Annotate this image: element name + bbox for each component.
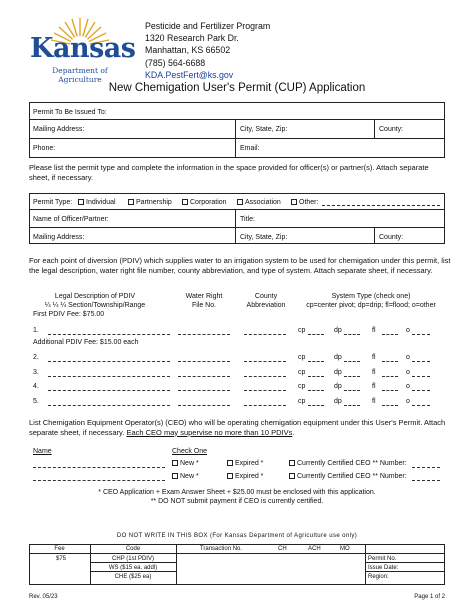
pdiv-system-fl-blank[interactable] bbox=[382, 376, 398, 377]
pdiv-system-cp: cp bbox=[298, 369, 306, 376]
pdiv-system-cp-blank[interactable] bbox=[308, 334, 324, 335]
checkbox[interactable] bbox=[172, 473, 178, 479]
col-legal-description: Legal Description of PDIV ¼ ¼ ¼ Section/Township/Range bbox=[44, 293, 146, 309]
ceo-option-2[interactable] bbox=[289, 472, 407, 481]
pdiv-water-right-field[interactable] bbox=[178, 405, 230, 406]
pdiv-legal-field[interactable] bbox=[48, 334, 170, 335]
pdiv-county-field[interactable] bbox=[244, 334, 286, 335]
office-header-fee: Fee bbox=[54, 546, 65, 552]
ceo-name-field[interactable] bbox=[33, 467, 165, 468]
pdiv-system-dp: dp bbox=[334, 398, 342, 405]
permit-to-label: Permit To Be Issued To: bbox=[33, 109, 107, 116]
pdiv-county-field[interactable] bbox=[244, 390, 286, 391]
permit-to-field[interactable] bbox=[110, 103, 444, 118]
checkbox[interactable] bbox=[128, 199, 134, 205]
pdiv-system-o-blank[interactable] bbox=[412, 361, 430, 362]
pdiv-legal-field[interactable] bbox=[48, 376, 170, 377]
pdiv-system-dp-blank[interactable] bbox=[344, 376, 360, 377]
email-field[interactable] bbox=[265, 139, 444, 156]
officer-name-label: Name of Officer/Partner: bbox=[33, 216, 109, 223]
mailing-address-label: Mailing Address: bbox=[33, 126, 85, 133]
pdiv-system-fl-blank[interactable] bbox=[382, 334, 398, 335]
office-header-mo: MO bbox=[340, 546, 350, 552]
checkbox[interactable] bbox=[227, 473, 233, 479]
pdiv-system-dp-blank[interactable] bbox=[344, 390, 360, 391]
pdiv-system-dp-blank[interactable] bbox=[344, 405, 360, 406]
county-label-2: County: bbox=[379, 234, 404, 241]
additional-pdiv-fee: Additional PDIV Fee: $15.00 each bbox=[33, 339, 139, 346]
pdiv-system-fl-blank[interactable] bbox=[382, 390, 398, 391]
office-header-code: Code bbox=[125, 546, 141, 552]
ceo-option-2[interactable] bbox=[289, 459, 407, 468]
ceo-number-field[interactable] bbox=[412, 480, 440, 481]
pdiv-system-dp: dp bbox=[334, 383, 342, 390]
pdiv-system-fl: fl bbox=[372, 398, 376, 405]
col-system-type: System Type (check one) cp=center pivot; dp=drip; fl=flood; o=other bbox=[306, 293, 436, 309]
email-label: Email: bbox=[240, 145, 260, 152]
pdiv-system-o-blank[interactable] bbox=[412, 390, 430, 391]
ceo-option-label: Currently Certified CEO ** Number: bbox=[297, 473, 407, 480]
pdiv-system-o: o bbox=[406, 383, 410, 390]
checkbox[interactable] bbox=[289, 473, 295, 479]
pdiv-county-field[interactable] bbox=[244, 361, 286, 362]
pdiv-legal-field[interactable] bbox=[48, 390, 170, 391]
checkbox[interactable] bbox=[237, 199, 243, 205]
office-issue-date: Issue Date: bbox=[368, 565, 399, 571]
permit-type-label: Permit Type: bbox=[33, 199, 73, 206]
office-use-heading: DO NOT WRITE IN THIS BOX (For Kansas Department of Agriculture use only) bbox=[116, 533, 358, 539]
pdiv-row-number: 2. bbox=[33, 354, 39, 361]
pdiv-system-fl-blank[interactable] bbox=[382, 405, 398, 406]
pdiv-system-o-blank[interactable] bbox=[412, 376, 430, 377]
mailing-address-field-2[interactable] bbox=[100, 228, 234, 243]
ceo-option-label: New * bbox=[180, 473, 199, 480]
pdiv-system-dp-blank[interactable] bbox=[344, 334, 360, 335]
ceo-name-header: Name bbox=[33, 448, 52, 455]
pdiv-system-cp-blank[interactable] bbox=[308, 405, 324, 406]
pdiv-legal-field[interactable] bbox=[48, 405, 170, 406]
officer-title-field[interactable] bbox=[262, 210, 444, 226]
pdiv-system-dp: dp bbox=[334, 369, 342, 376]
pdiv-system-o: o bbox=[406, 398, 410, 405]
checkbox[interactable] bbox=[289, 460, 295, 466]
other-type-field[interactable] bbox=[322, 205, 440, 206]
address-line: 1320 Research Park Dr. bbox=[145, 33, 239, 44]
pdiv-system-cp: cp bbox=[298, 327, 306, 334]
ceo-option-label: New * bbox=[180, 460, 199, 467]
permit-type-instructions: Please list the permit type and complete the information in the space provided for officer(s) or partner(s). Attach separate sheet, if necessary. bbox=[29, 163, 429, 182]
ceo-instructions: List Chemigation Equipment Operator(s) (CEO) who will be operating chemigation equipment under this User's Permit. Attach separate sheet, if necessary. Each CEO may supervise no more than 10 PDIVs. bbox=[29, 418, 446, 437]
office-header-ch: CH bbox=[278, 546, 287, 552]
mailing-address-field[interactable] bbox=[100, 120, 234, 137]
ceo-name-field[interactable] bbox=[33, 480, 165, 481]
address-line: Manhattan, KS 66502 bbox=[145, 45, 231, 56]
pdiv-water-right-field[interactable] bbox=[178, 334, 230, 335]
checkbox[interactable] bbox=[78, 199, 84, 205]
pdiv-system-cp: cp bbox=[298, 383, 306, 390]
permit-type-partnership[interactable]: Partnership bbox=[128, 198, 172, 207]
address-line: (785) 564-6688 bbox=[145, 57, 206, 68]
pdiv-system-fl: fl bbox=[372, 327, 376, 334]
ceo-option-label: Expired * bbox=[235, 460, 264, 467]
checkbox[interactable] bbox=[291, 199, 297, 205]
col-county-abbr: County Abbreviation bbox=[246, 293, 286, 309]
officer-title-label: Title: bbox=[240, 216, 255, 223]
page-title: New Chemigation User's Permit (CUP) Application bbox=[108, 82, 366, 94]
pdiv-system-fl: fl bbox=[372, 383, 376, 390]
county-field[interactable] bbox=[408, 120, 444, 137]
pdiv-water-right-field[interactable] bbox=[178, 361, 230, 362]
page-number: Page 1 of 2 bbox=[414, 594, 445, 600]
pdiv-system-fl: fl bbox=[372, 354, 376, 361]
program-address bbox=[145, 20, 270, 81]
first-pdiv-fee: First PDIV Fee: $75.00 bbox=[33, 311, 105, 318]
pdiv-system-o: o bbox=[406, 369, 410, 376]
office-header-transaction: Transaction No. bbox=[199, 546, 243, 552]
address-line: Pesticide and Fertilizer Program bbox=[145, 21, 271, 31]
ceo-option-1[interactable] bbox=[227, 459, 263, 468]
pdiv-system-fl-blank[interactable] bbox=[382, 361, 398, 362]
ceo-note-2: ** DO NOT submit payment if CEO is currently certified. bbox=[150, 498, 324, 505]
pdiv-system-cp-blank[interactable] bbox=[308, 376, 324, 377]
county-label: County: bbox=[379, 126, 404, 133]
pdiv-system-dp-blank[interactable] bbox=[344, 361, 360, 362]
pdiv-system-dp: dp bbox=[334, 354, 342, 361]
permit-type-individual[interactable]: Individual bbox=[78, 198, 116, 207]
col-water-right: Water Right File No. bbox=[185, 293, 223, 309]
pdiv-system-cp-blank[interactable] bbox=[308, 361, 324, 362]
pdiv-water-right-field[interactable] bbox=[178, 390, 230, 391]
ceo-option-0[interactable] bbox=[172, 472, 199, 481]
ceo-note-1: * CEO Application + Exam Answer Sheet + $25.00 must be enclosed with this application. bbox=[98, 489, 376, 496]
pdiv-water-right-field[interactable] bbox=[178, 376, 230, 377]
checkbox[interactable] bbox=[227, 460, 233, 466]
city-state-zip-label-2: City, State, Zip: bbox=[240, 234, 288, 241]
revision-date: Rev. 05/23 bbox=[29, 594, 58, 600]
pdiv-row-number: 5. bbox=[33, 398, 39, 405]
phone-field[interactable] bbox=[62, 139, 234, 156]
pdiv-row-number: 1. bbox=[33, 327, 39, 334]
ceo-number-field[interactable] bbox=[412, 467, 440, 468]
office-permit-no: Permit No. bbox=[368, 556, 397, 562]
office-region: Region: bbox=[368, 574, 389, 580]
permit-type-other[interactable]: Other: bbox=[291, 198, 318, 207]
pdiv-system-cp: cp bbox=[298, 398, 306, 405]
pdiv-row-number: 4. bbox=[33, 383, 39, 390]
kda-logo bbox=[30, 12, 136, 84]
city-state-zip-label: City, State, Zip: bbox=[240, 126, 288, 133]
office-code-2: WS ($15 ea. addl) bbox=[108, 565, 158, 571]
pdiv-county-field[interactable] bbox=[244, 405, 286, 406]
pdiv-system-cp: cp bbox=[298, 354, 306, 361]
mailing-address-label-2: Mailing Address: bbox=[33, 234, 85, 241]
pdiv-system-o-blank[interactable] bbox=[412, 405, 430, 406]
pdiv-county-field[interactable] bbox=[244, 376, 286, 377]
pdiv-instructions: For each point of diversion (PDIV) which supplies water to an irrigation system to be used for chemigation under this permit, list the legal description, water right file number, county abbreviation, and type of system. Attach separate sheet, if necessary. bbox=[29, 256, 451, 275]
county-field-2[interactable] bbox=[408, 228, 444, 243]
logo-wordmark: Kansas bbox=[30, 33, 136, 64]
pdiv-legal-field[interactable] bbox=[48, 361, 170, 362]
ceo-option-0[interactable] bbox=[172, 459, 199, 468]
phone-label: Phone: bbox=[33, 145, 56, 152]
pdiv-system-o-blank[interactable] bbox=[412, 334, 430, 335]
officer-name-field[interactable] bbox=[122, 210, 234, 226]
ceo-option-label: Currently Certified CEO ** Number: bbox=[297, 460, 407, 467]
ceo-check-header: Check One bbox=[172, 448, 208, 455]
pdiv-row-number: 3. bbox=[33, 369, 39, 376]
pdiv-system-fl: fl bbox=[372, 369, 376, 376]
office-code-3: CHE ($25 ea) bbox=[114, 574, 152, 580]
office-header-ach: ACH bbox=[308, 546, 321, 552]
permit-type-association[interactable]: Association bbox=[237, 198, 281, 207]
pdiv-system-o: o bbox=[406, 354, 410, 361]
email-link[interactable]: KDA.PestFert@ks.gov bbox=[145, 69, 234, 80]
ceo-option-1[interactable] bbox=[227, 472, 263, 481]
city-state-zip-field[interactable] bbox=[298, 120, 373, 137]
permit-type-corporation[interactable]: Corporation bbox=[182, 198, 227, 207]
office-fee-1: $75 bbox=[56, 556, 67, 562]
checkbox[interactable] bbox=[172, 460, 178, 466]
office-code-1: CHP (1st PDIV) bbox=[112, 556, 154, 562]
logo-subtitle: Department of Agriculture bbox=[52, 66, 108, 84]
checkbox[interactable] bbox=[182, 199, 188, 205]
ceo-option-label: Expired * bbox=[235, 473, 264, 480]
pdiv-system-o: o bbox=[406, 327, 410, 334]
pdiv-system-cp-blank[interactable] bbox=[308, 390, 324, 391]
pdiv-system-dp: dp bbox=[334, 327, 342, 334]
city-state-zip-field-2[interactable] bbox=[298, 228, 373, 243]
